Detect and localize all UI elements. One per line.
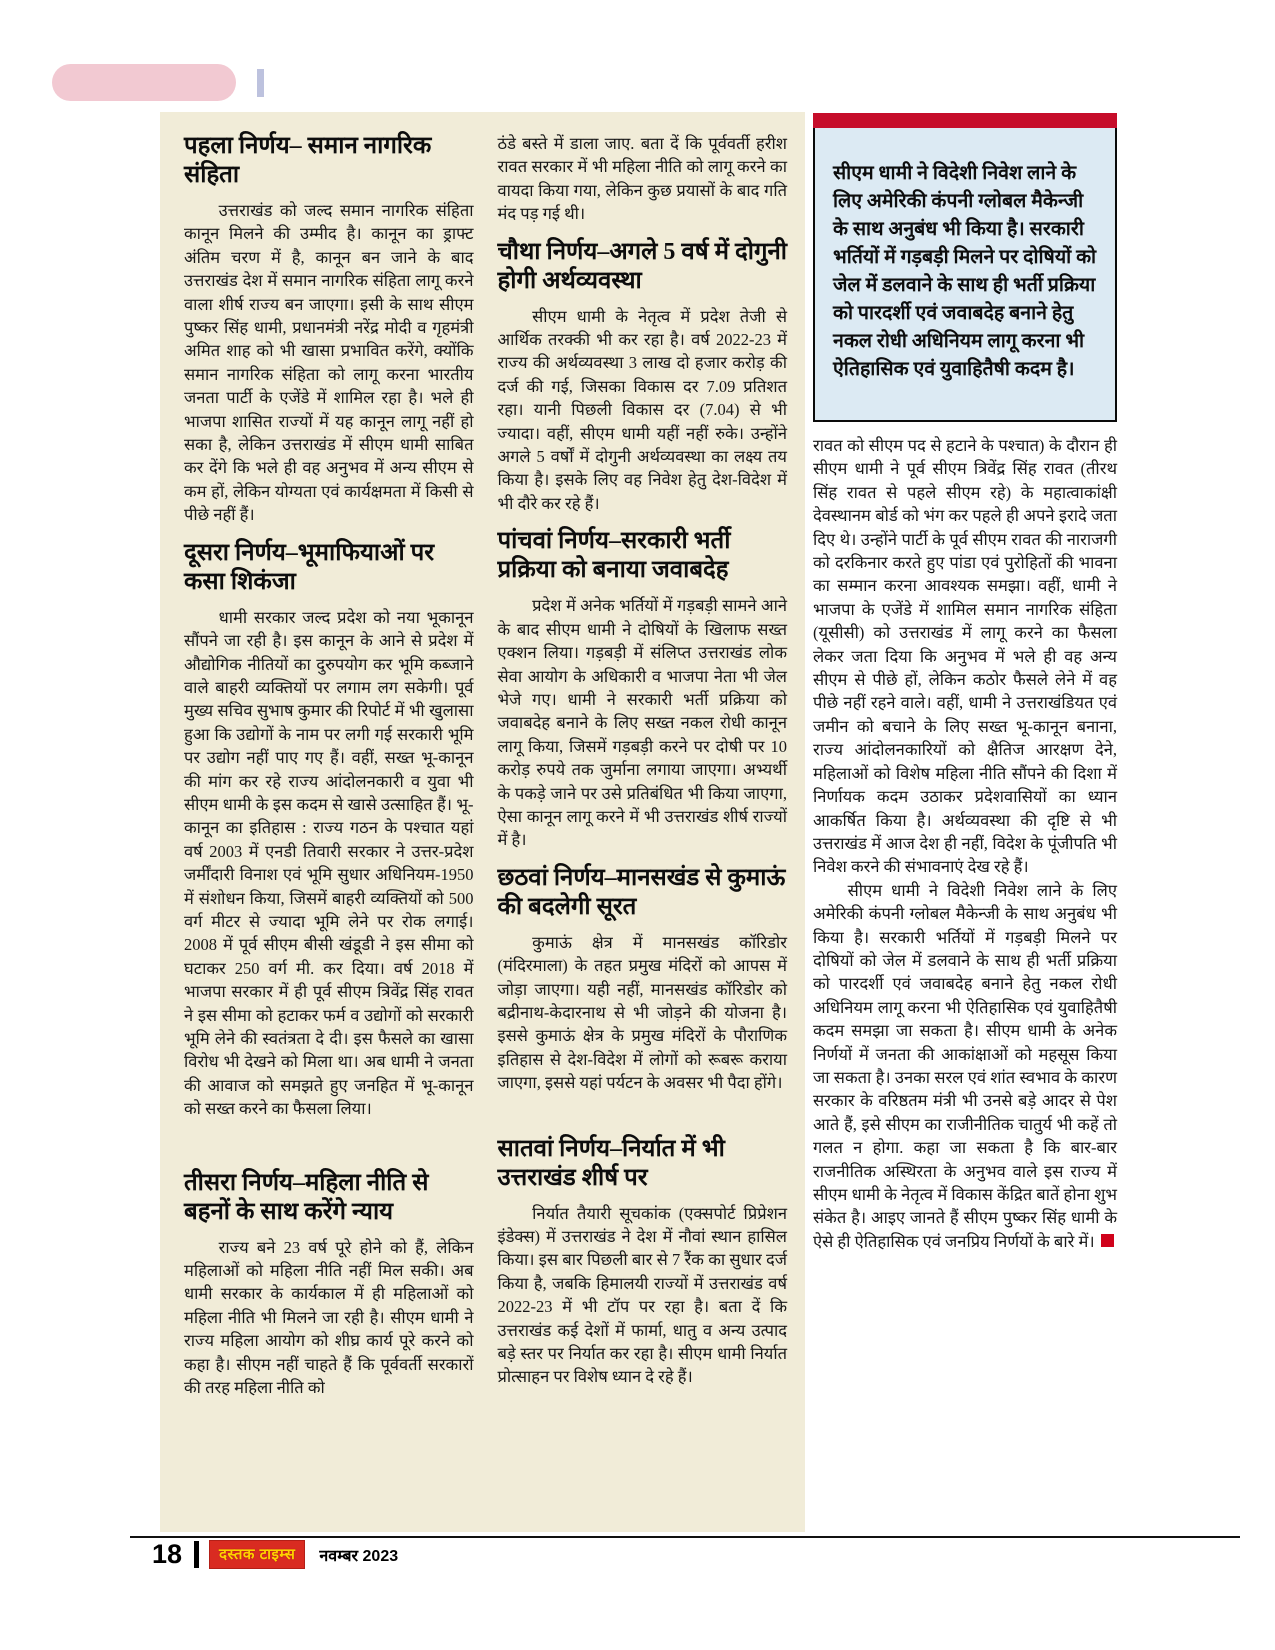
article-column-3 [813,113,1117,1253]
pink-pill-decoration [52,64,236,101]
highlight-box-body [813,128,1117,422]
column-3-paragraph-text: सीएम धामी ने विदेशी निवेश लाने के लिए अमेरिकी कंपनी ग्लोबल मैकेन्जी के साथ अनुबंध भी किया है। सरकारी भर्तियों में गड़बड़ी मिलने पर दोषियों को जेल में डलवाने के साथ ही भर्ती प्रक्रिया को पारदर्शी एवं जवाबदेह बनाने हेतु नकल रोधी अधिनियम लागू करना भी ऐतिहासिक एवं युवाहितैषी कदम समझा जा सकता है। सीएम धामी के अनेक निर्णयों में जनता की आकांक्षाओं को महसूस किया जा सकता है। उनका सरल एवं शांत स्वभाव के कारण सरकार के वरिष्ठतम मंत्री भी उनसे बड़े आदर से पेश आते हैं, इसे सीएम का राजीनीतिक चातुर्य भी कहें तो गलत न होगा. कहा जा सकता है कि बार-बार राजनीतिक अस्थिरता के अनुभव वाले इस राज्य में सीएम धामी के नेतृत्व में विकास केंद्रित बातें होना शुभ संकेत है। आइए जानते हैं सीएम पुष्कर सिंह धामी के ऐसे ही ऐतिहासिक एवं जनप्रिय निर्णयों के बारे में। [813,880,1117,1251]
article-section-sixth-decision [498,864,788,1095]
page-number: 18 [152,1539,183,1569]
article-column-2 [498,132,788,1518]
footer-rule [130,1536,1240,1538]
article-section-seventh-decision [498,1135,788,1389]
section-heading: छठवां निर्णय–मानसखंड से कुमाऊं की बदलेगी सूरत [497,864,786,920]
footer-divider [194,1541,199,1568]
section-body: कुमाऊं क्षेत्र में मानसखंड कॉरिडोर (मंदिरमाला) के तहत प्रमुख मंदिरों को आपस में जोड़ा जाएगा। यही नहीं, मानसखंड कॉरिडोर को बद्रीनाथ-केदारनाथ से भी जोड़ने की योजना है। इससे कुमाऊं क्षेत्र के प्रमुख मंदिरों के पौराणिक इतिहास से देश-विदेश में लोगों को रूबरू कराया जाएगा, इससे यहां पर्यटन के अवसर भी पैदा होंगे। [497,932,787,1093]
article-section-fourth-decision [498,238,788,516]
article-end-mark [1101,1234,1114,1247]
section-body: प्रदेश में अनेक भर्तियों में गड़बड़ी सामने आने के बाद सीएम धामी ने दोषियों के खिलाफ सख्त एक्शन लिया। गड़बड़ी में संलिप्त उत्तराखंड लोक सेवा आयोग के अधिकारी व भाजपा नेता भी जेल भेजे गए। धामी ने सरकारी भर्ती प्रक्रिया को जवाबदेह बनाने के लिए सख्त नकल रोधी कानून लागू किया, जिसमें गड़बड़ी करने पर दोषी पर 10 करोड़ रुपये तक जुर्माना लगाया जाएगा। अभ्यर्थी के पकड़े जाने पर उसे प्रतिबंधित भी किया जाएगा, ऐसा कानून लागू करने में भी उत्तराखंड शीर्ष राज्यों में है। [497,596,787,850]
highlight-box-red-bar [813,113,1117,128]
column-3-paragraph [813,879,1117,1254]
article-section-fifth-decision [498,527,788,851]
article-section-second-decision [184,539,474,1121]
section-body: निर्यात तैयारी सूचकांक (एक्सपोर्ट प्रिप्रेशन इंडेक्स) में उत्तराखंड ने देश में नौवां स्थान हासिल किया। इस बार पिछली बार से 7 रैंक का सुधार दर्ज किया है, जबकि हिमालयी राज्यों में उत्तराखंड वर्ष 2022-23 में भी टॉप पर रहा है। बता दें कि उत्तराखंड कई देशों में फार्मा, धातु व अन्य उत्पाद बड़े स्तर पर निर्यात कर रहा है। सीएम धामी निर्यात प्रोत्साहन पर विशेष ध्यान दे रहे हैं। [497,1203,787,1387]
column-3-text [813,434,1117,1253]
article-section-first-decision [184,132,474,527]
section-heading: पहला निर्णय– समान नागरिक संहिता [184,133,432,188]
article-section-third-decision [184,1169,474,1400]
section-heading: पांचवां निर्णय–सरकारी भर्ती प्रक्रिया को बनाया जवाबदेह [497,528,731,584]
section-body: धामी सरकार जल्द प्रदेश को नया भूकानून सौंपने जा रही है। इस कानून के आने से प्रदेश में औद्योगिक नीतियों का दुरुपयोग कर भूमि कब्जाने वाले बाहरी व्यक्तियों पर लगाम लग सकेगी। पूर्व मुख्य सचिव सुभाष कुमार की रिपोर्ट में भी खुलासा हुआ कि उद्योगों के नाम पर लगी गई सरकारी भूमि पर उद्योग नहीं पाए गए हैं। वहीं, सख्त भू-कानून की मांग कर रहे राज्य आंदोलनकारी व युवा भी सीएम धामी के इस कदम से खासे उत्साहित हैं। भू-कानून का इतिहास : राज्य गठन के पश्चात यहां वर्ष 2003 में एनडी तिवारी सरकार ने उत्तर-प्रदेश जर्मींदारी विनाश एवं भूमि सुधार अधिनियम-1950 में संशोधन किया, जिसमें बाहरी व्यक्तियों को 500 वर्ग मीटर से ज्यादा भूमि लेने पर रोक लगाई। 2008 में पूर्व सीएम बीसी खंडूडी ने इस सीमा को घटाकर 250 वर्ग मी. कर दिया। वर्ष 2018 में भाजपा सरकार में ही पूर्व सीएम त्रिवेंद्र सिंह रावत ने इस सीमा को हटाकर फर्म व उद्योगों को सरकारी भूमि लेने की स्वतंत्रता दे दी। इस फैसले का खासा विरोध भी देखने को मिला था। अब धामी ने जनता की आवाज को समझते हुए जनहित में भू-कानून को सख्त करने का फैसला लिया। [184,607,474,1119]
section-body: उत्तराखंड को जल्द समान नागरिक संहिता कानून मिलने की उम्मीद है। कानून का ड्राफ्ट अंतिम चरण में है, कानून बन जाने के बाद उत्तराखंड देश में समान नागरिक संहिता लागू करने वाला शीर्ष राज्य बन जाएगा। इसी के साथ सीएम पुष्कर सिंह धामी, प्रधानमंत्री नरेंद्र मोदी व गृहमंत्री अमित शाह को भी खासा प्रभावित करेंगे, क्योंकि समान नागरिक संहिता को लागू करना भारतीय जनता पार्टी के एजेंडे में शामिल रहा है। भले ही भाजपा शासित राज्यों में यह कानून लागू नहीं हो सका है, लेकिन उत्तराखंड में सीएम धामी साबित कर देंगे कि भले ही वह अनुभव में अन्य सीएम से कम हों, लेकिन योग्यता एवं कार्यक्षमता में किसी से पीछे नहीं हैं। [184,201,474,525]
section-heading: दूसरा निर्णय–भूमाफियाओं पर कसा शिकंजा [184,539,435,595]
issue-date: नवम्बर 2023 [319,1547,399,1565]
section-body: राज्य बने 23 वर्ष पूरे होने को हैं, लेकिन महिलाओं को महिला नीति नहीं मिल सकी। अब धामी सरकार के कार्यकाल में ही महिलाओं को महिला नीति भी मिलने जा रही है। सीएम धामी ने राज्य महिला आयोग को शीघ्र कार्य पूरे करने को कहा है। सीएम नहीं चाहते हैं कि पूर्ववर्ती सरकारों की तरह महिला नीति को [184,1237,474,1398]
column-3-paragraph: रावत को सीएम पद से हटाने के पश्चात) के दौरान ही सीएम धामी ने पूर्व सीएम त्रिवेंद्र सिंह रावत (तीरथ सिंह रावत से पहले सीएम रहे) के महात्वाकांक्षी देवस्थानम बोर्ड को भंग कर पहले ही अपने इरादे जता दिए थे। उन्होंने पार्टी के पूर्व सीएम रावत की नाराजगी को दरकिनार करते हुए पांडा एवं पुरोहितों की भावना का सम्मान करना आवश्यक समझा। वहीं, धामी ने भाजपा के एजेंडे में शामिल समान नागरिक संहिता (यूसीसी) को उत्तराखंड में लागू करने का फैसला लेकर जता दिया कि अनुभव में भले ही वह अन्य सीएम से पीछे हों, लेकिन कठोर फैसले लेने में वह पीछे नहीं रहने वाले। वहीं, धामी ने उत्तराखंडियत एवं जमीन को बचाने के लिए सख्त भू-कानून बनाना, राज्य आंदोलनकारियों को क्षैतिज आरक्षण देने, महिलाओं को विशेष महिला नीति सौंपने की दिशा में निर्णायक कदम उठाकर प्रदेशवासियों का ध्यान आकर्षित किया है। अर्थव्यवस्था की दृष्टि से भी उत्तराखंड में आज देश ही नहीं, विदेश के पूंजीपति भी निवेश करने की संभावनाएं देख रहे हैं। [813,436,1117,877]
section-body: सीएम धामी के नेतृत्व में प्रदेश तेजी से आर्थिक तरक्की भी कर रहा है। वर्ष 2022-23 में राज्य की अर्थव्यवस्था 3 लाख दो हजार करोड़ की दर्ज की गई, जिसका विकास दर 7.09 प्रतिशत रहा। यानी पिछली विकास दर (7.04) से भी ज्यादा। वहीं, सीएम धामी यहीं नहीं रुके। उन्होंने अगले 5 वर्षों में दोगुनी अर्थव्यवस्था का लक्ष्य तय किया है। इसके लिए वह निवेश हेतु देश-विदेश में भी दौरे कर रहे हैं। [497,306,787,513]
footer [152,1540,398,1569]
article-column-1 [184,132,474,1518]
section-heading: चौथा निर्णय–अगले 5 वर्ष में दोगुनी होगी अर्थव्यवस्था [497,238,788,294]
article-continuation [498,132,788,226]
magazine-logo: दस्तक टाइम्स [209,1540,305,1569]
article-panel [160,112,805,1532]
section-heading: तीसरा निर्णय–महिला नीति से बहनों के साथ करेंगे न्याय [184,1169,429,1225]
section-heading: सातवां निर्णय–निर्यात में भी उत्तराखंड शीर्ष पर [497,1135,725,1191]
highlight-box-text: सीएम धामी ने विदेशी निवेश लाने के लिए अमेरिकी कंपनी ग्लोबल मैकेन्जी के साथ अनुबंध भी किया है। सरकारी भर्तियों में गड़बड़ी मिलने पर दोषियों को जेल में डलवाने के साथ ही भर्ती प्रक्रिया को पारदर्शी एवं जवाबदेह बनाने हेतु नकल रोधी अधिनियम लागू करना भी ऐतिहासिक एवं युवाहितैषी कदम है। [833,163,1097,380]
highlight-box [813,113,1117,422]
continuation-paragraph: ठंडे बस्ते में डाला जाए. बता दें कि पूर्ववर्ती हरीश रावत सरकार में भी महिला नीति को लागू करने का वायदा किया गया, लेकिन कुछ प्रयासों के बाद गति मंद पड़ गई थी। [497,134,787,224]
lavender-bar-decoration [257,69,264,97]
